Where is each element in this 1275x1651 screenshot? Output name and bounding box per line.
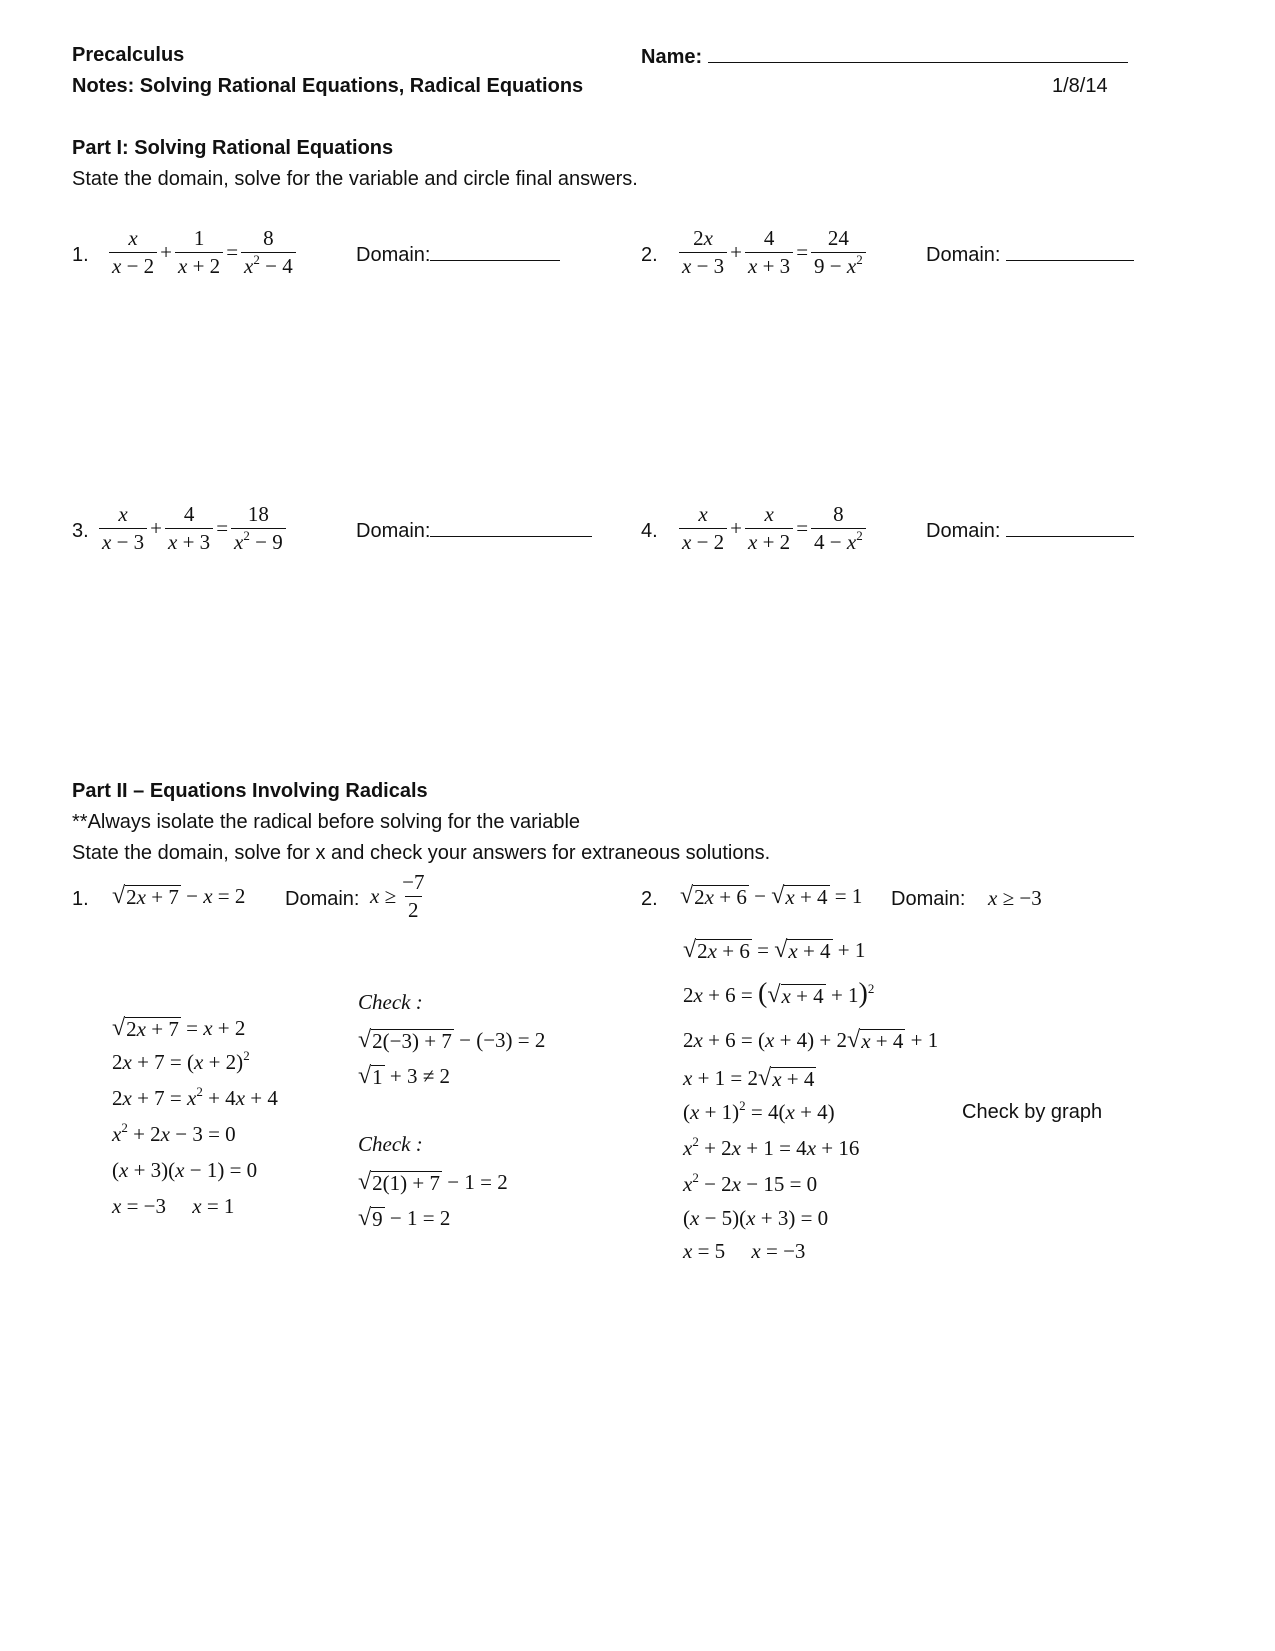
p1-number: 1. xyxy=(72,244,89,266)
r2-domain-label: Domain: xyxy=(891,888,966,910)
p2-number: 2. xyxy=(641,244,658,266)
p4-domain[interactable] xyxy=(926,520,1134,543)
p1-equation: $\frac{x}{x - 2}$ + $\frac{1}{x + 2}$ = $\frac{8}{x^2 - 4}$ xyxy=(108,228,297,277)
r2-number: 2. xyxy=(641,888,658,910)
p2-domain[interactable] xyxy=(926,244,1134,267)
p4-domain-blank[interactable] xyxy=(1006,520,1134,537)
r1-check1-work: √ 2(−3) + 7 − (−3) = 2 √ 1 + 3 ≠ 2 xyxy=(358,1027,546,1089)
p3-number: 3. xyxy=(72,520,89,542)
part1-title: Part I: Solving Rational Equations xyxy=(72,137,394,159)
name-blank[interactable] xyxy=(708,44,1128,63)
p4-domain-label: Domain: xyxy=(926,520,1001,542)
p4-number: 4. xyxy=(641,520,658,542)
r1-solution: √ 2x + 7 = x + 2 $2x + 7 = (x + 2)^2$ $2x + 7 = x^2 + 4x + 4$ $x^2 + 2x - 3 = 0$ (x + 3)(x − 1) = 0 x = −3 x = 1 xyxy=(112,1015,278,1218)
r2-check-note: Check by graph xyxy=(962,1101,1103,1123)
r1-equation: √ 2x + 7 − x = 2 xyxy=(112,883,246,909)
r1-domain-value: x ≥ $\frac{-7}{2}$ xyxy=(370,870,425,922)
p3-equation: $\frac{x}{x - 3}$ + $\frac{4}{x + 3}$ = $\frac{18}{x^2 - 9}$ xyxy=(98,504,287,553)
part2-note: **Always isolate the radical before solving for the variable xyxy=(72,811,581,833)
part1-instructions: State the domain, solve for the variable and circle final answers. xyxy=(72,168,638,190)
notes-title: Notes: Solving Rational Equations, Radical Equations xyxy=(72,75,584,97)
r1-check2-label: Check : xyxy=(358,1132,423,1156)
r2-solution: √ 2x + 6 = √ x + 4 + 1 2x + 6 = ( √ x + 4 + 1)$^2$ 2x + 6 = (x + 4) + 2 √ x + 4 + 1 x + 1 = 2 √ x + 4 $(x + 1)^2 = 4(x + 4)$ $x^2 + 2x + 1 = 4x + 16$ $x^2 - 2x - 15 = 0$ (x − 5)(x + 3) = 0 x = 5 x = −3 xyxy=(683,937,939,1263)
part2-instructions: State the domain, solve for x and check your answers for extraneous solutions. xyxy=(72,842,771,864)
p1-domain-blank[interactable] xyxy=(430,244,560,261)
p2-equation: $\frac{2x}{x - 3}$ + $\frac{4}{x + 3}$ = $\frac{24}{9 - x^2}$ xyxy=(678,228,867,277)
course-title: Precalculus xyxy=(72,44,185,66)
p3-domain[interactable] xyxy=(356,520,592,543)
date: 1/8/14 xyxy=(1052,75,1108,97)
part2-title: Part II – Equations Involving Radicals xyxy=(72,780,428,802)
p1-domain-label: Domain: xyxy=(356,244,431,266)
p1-domain[interactable] xyxy=(356,244,560,267)
r2-equation: √ 2x + 6 − √ x + 4 = 1 xyxy=(680,883,863,909)
p4-equation: $\frac{x}{x - 2}$ + $\frac{x}{x + 2}$ = $\frac{8}{4 - x^2}$ xyxy=(678,504,867,553)
r1-number: 1. xyxy=(72,888,89,910)
r1-domain-label: Domain: xyxy=(285,888,360,910)
r2-domain-value: x ≥ −3 xyxy=(988,886,1042,910)
p3-domain-label: Domain: xyxy=(356,520,431,542)
r1-check1-label: Check : xyxy=(358,990,423,1014)
p2-domain-blank[interactable] xyxy=(1006,244,1134,261)
p3-domain-blank[interactable] xyxy=(430,520,592,537)
r1-check2-work: √ 2(1) + 7 − 1 = 2 √ 9 − 1 = 2 xyxy=(358,1169,508,1231)
p2-domain-label: Domain: xyxy=(926,244,1001,266)
name-field[interactable] xyxy=(641,44,1128,69)
name-label: Name: xyxy=(641,46,703,68)
